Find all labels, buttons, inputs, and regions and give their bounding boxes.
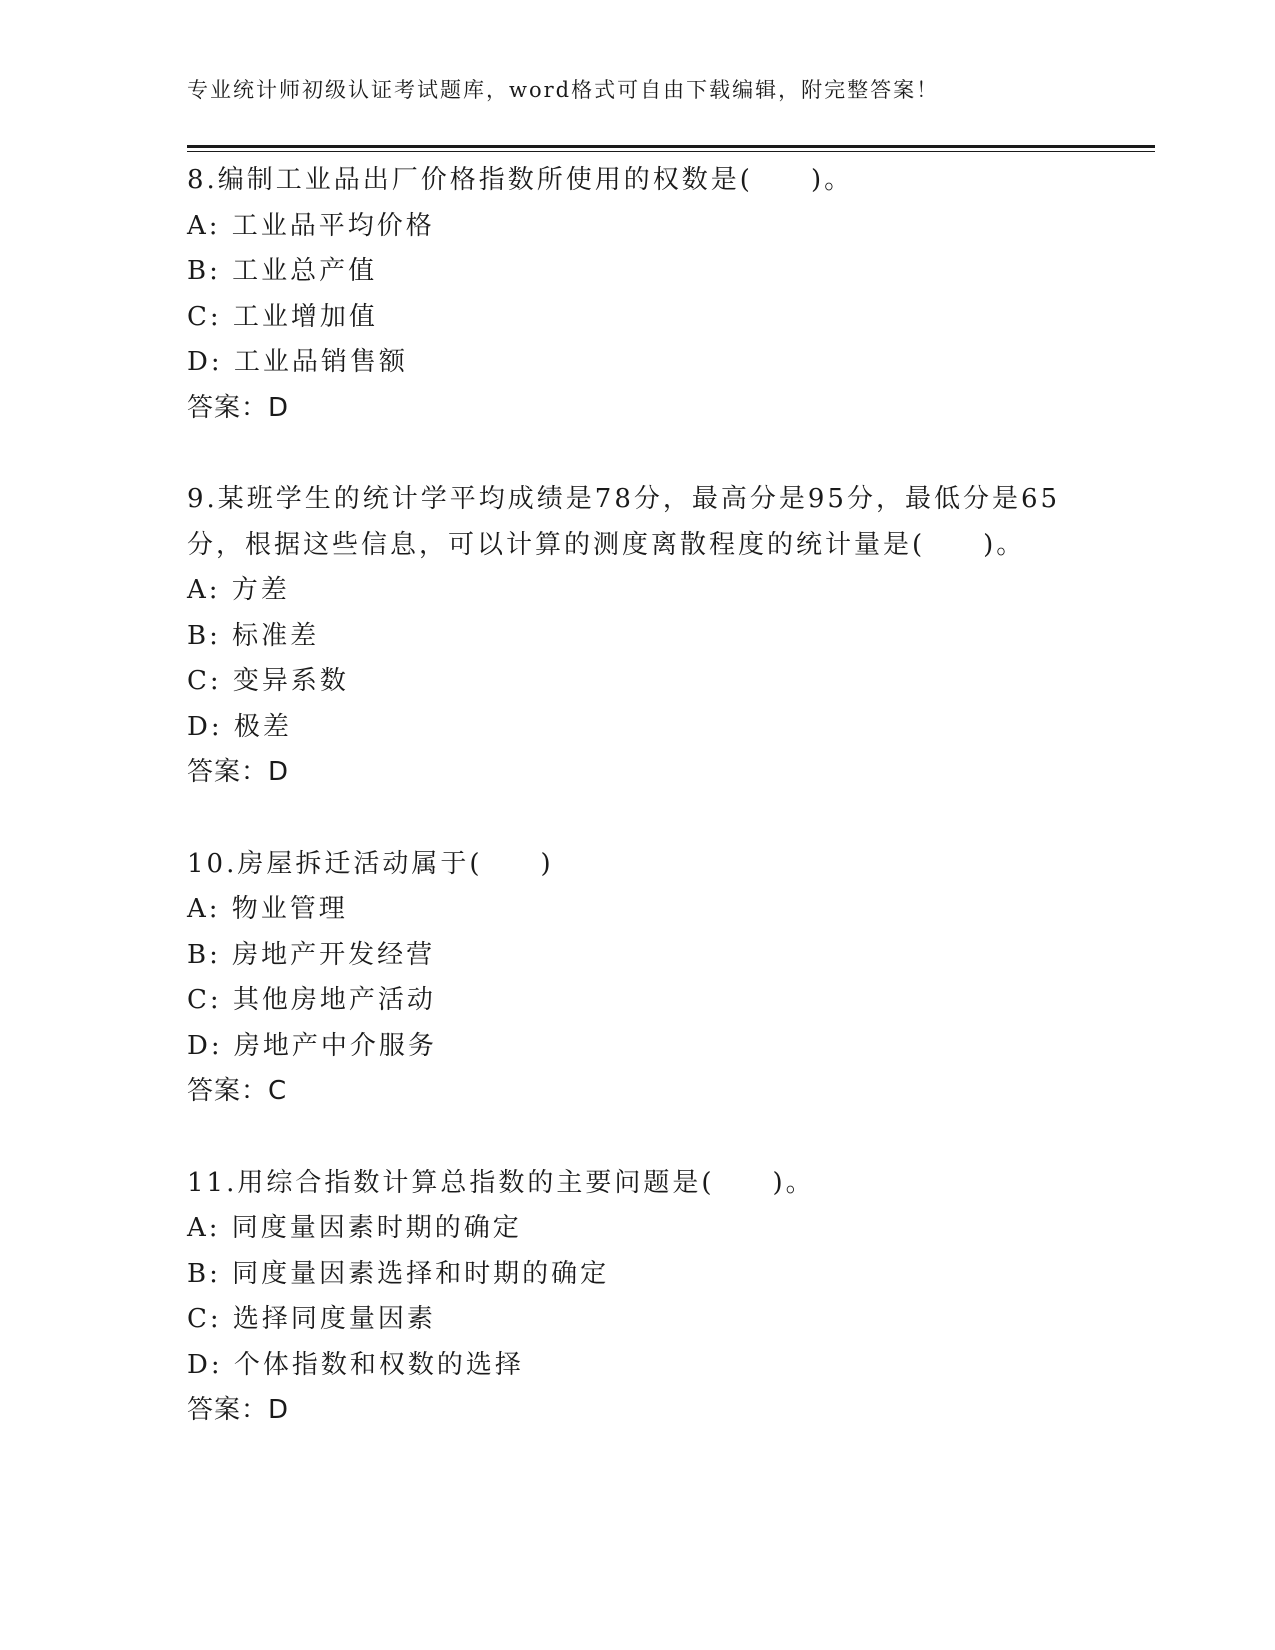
header-rule-thin — [187, 151, 1155, 152]
question-stem: 9.某班学生的统计学平均成绩是78分，最高分是95分，最低分是65 — [187, 484, 1061, 514]
answer-line: 答案：C — [187, 1076, 288, 1106]
question-stem: 11.用综合指数计算总指数的主要问题是( )。 — [187, 1167, 815, 1198]
option-c: C: 变异系数 — [187, 666, 349, 696]
question-stem: 10.房屋拆迁活动属于( ) — [187, 848, 554, 879]
option-b: B: 同度量因素选择和时期的确定 — [187, 1258, 610, 1289]
option-b: B: 房地产开发经营 — [187, 939, 436, 970]
answer-line: 答案：D — [187, 1395, 290, 1425]
answer-line: 答案：D — [187, 392, 290, 423]
header-rule-thick — [187, 145, 1155, 148]
option-c: C: 其他房地产活动 — [187, 985, 436, 1015]
question-10 — [187, 842, 1087, 1115]
question-8 — [187, 158, 1087, 431]
option-b: B: 工业总产值 — [187, 256, 378, 286]
option-b: B: 标准差 — [187, 620, 320, 651]
option-c: C: 工业增加值 — [187, 301, 378, 332]
option-d: D: 极差 — [187, 711, 292, 742]
question-stem-continued: 分，根据这些信息，可以计算的测度离散程度的统计量是( )。 — [187, 529, 1026, 560]
page-header: 专业统计师初级认证考试题库，word格式可自由下载编辑，附完整答案！ — [187, 78, 940, 102]
option-d: D: 个体指数和权数的选择 — [187, 1349, 524, 1380]
option-c: C: 选择同度量因素 — [187, 1304, 436, 1334]
question-list — [187, 158, 1087, 1480]
answer-line: 答案：D — [187, 757, 290, 787]
option-a: A: 工业品平均价格 — [187, 210, 435, 241]
option-a: A: 物业管理 — [187, 894, 348, 924]
question-9 — [187, 477, 1087, 796]
option-d: D: 工业品销售额 — [187, 347, 408, 377]
question-11 — [187, 1161, 1087, 1434]
question-stem: 8.编制工业品出厂价格指数所使用的权数是( )。 — [187, 165, 854, 195]
option-d: D: 房地产中介服务 — [187, 1030, 437, 1061]
option-a: A: 同度量因素时期的确定 — [187, 1213, 522, 1243]
option-a: A: 方差 — [187, 575, 290, 605]
